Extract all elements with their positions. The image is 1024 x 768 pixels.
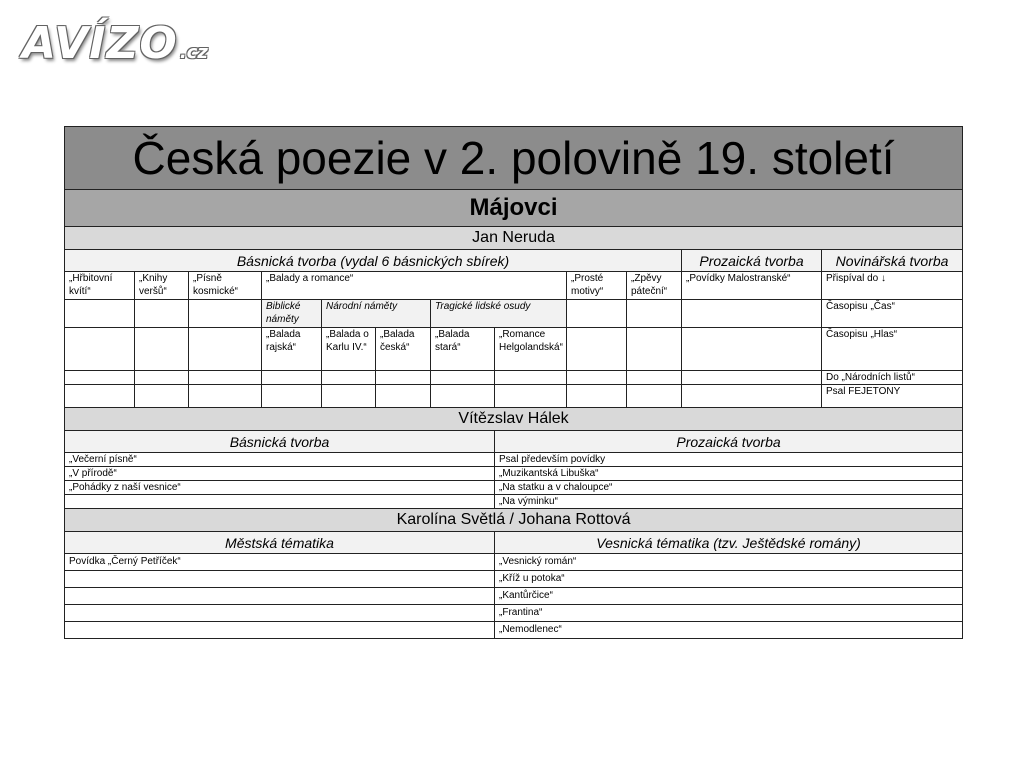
empty-cell xyxy=(135,328,189,371)
ballad-rajska: „Balada rajská“ xyxy=(262,328,322,371)
empty-cell xyxy=(135,371,189,385)
svetla-mestska-4 xyxy=(65,622,495,639)
svetla-mestska-3 xyxy=(65,605,495,622)
neruda-prozaicka-heading: Prozaická tvorba xyxy=(682,250,822,272)
empty-cell xyxy=(376,371,431,385)
svetla-mestska-1 xyxy=(65,571,495,588)
empty-cell xyxy=(376,385,431,408)
work-zpevy: „Zpěvy páteční“ xyxy=(627,272,682,300)
author-svetla: Karolína Světlá / Johana Rottová xyxy=(65,509,963,532)
work-proste: „Prosté motivy“ xyxy=(567,272,627,300)
empty-cell xyxy=(567,385,627,408)
halek-basnicka-heading: Básnická tvorba xyxy=(65,431,495,453)
empty-cell xyxy=(262,371,322,385)
neruda-novinarska-heading: Novinářská tvorba xyxy=(822,250,963,272)
halek-prozaicka-heading: Prozaická tvorba xyxy=(495,431,963,453)
empty-cell xyxy=(627,300,682,328)
empty-cell xyxy=(567,300,627,328)
empty-cell xyxy=(65,300,135,328)
empty-cell xyxy=(627,328,682,371)
svetla-mestska-2 xyxy=(65,588,495,605)
empty-cell xyxy=(65,328,135,371)
ballad-karlu: „Balada o Karlu IV.“ xyxy=(322,328,376,371)
empty-cell xyxy=(682,300,822,328)
avizo-logo xyxy=(22,14,208,69)
empty-cell xyxy=(682,328,822,371)
svetla-mestska-heading: Městská tématika xyxy=(65,532,495,554)
subcat-tragicke: Tragické lidské osudy xyxy=(431,300,567,328)
svetla-vesnicka-heading: Vesnická tématika (tzv. Ještědské romány) xyxy=(495,532,963,554)
work-povidky: „Povídky Malostranské“ xyxy=(682,272,822,300)
empty-cell xyxy=(135,385,189,408)
work-knihy: „Knihy veršů“ xyxy=(135,272,189,300)
svetla-vesnicka-0: „Vesnický román“ xyxy=(495,554,963,571)
svetla-vesnicka-2: „Kantůrčice“ xyxy=(495,588,963,605)
empty-cell xyxy=(322,385,376,408)
empty-cell xyxy=(189,385,262,408)
work-hrbitovni: „Hřbitovní kvítí“ xyxy=(65,272,135,300)
logo-suffix: .cz xyxy=(179,42,208,63)
empty-cell xyxy=(682,371,822,385)
empty-cell xyxy=(431,371,495,385)
work-pisne: „Písně kosmické“ xyxy=(189,272,262,300)
journal-3: Do „Národních listů“ xyxy=(822,371,963,385)
halek-prozaicka-3: „Na výminku“ xyxy=(495,495,963,509)
group-heading: Májovci xyxy=(65,190,963,227)
ballad-helgoland: „Romance Helgolandská“ xyxy=(495,328,567,371)
author-neruda: Jan Neruda xyxy=(65,227,963,250)
empty-cell xyxy=(189,328,262,371)
author-halek: Vítězslav Hálek xyxy=(65,408,963,431)
halek-basnicka-2: „Pohádky z naší vesnice“ xyxy=(65,481,495,495)
svetla-vesnicka-3: „Frantina“ xyxy=(495,605,963,622)
neruda-basnicka-heading: Básnická tvorba (vydal 6 básnických sbírek) xyxy=(65,250,682,272)
empty-cell xyxy=(189,371,262,385)
journal-0: Přispíval do ↓ xyxy=(822,272,963,300)
halek-basnicka-0: „Večerní písně“ xyxy=(65,453,495,467)
halek-basnicka-3 xyxy=(65,495,495,509)
journal-2: Časopisu „Hlas“ xyxy=(822,328,963,371)
empty-cell xyxy=(567,328,627,371)
halek-prozaicka-1: „Muzikantská Libuška“ xyxy=(495,467,963,481)
empty-cell xyxy=(682,385,822,408)
empty-cell xyxy=(135,300,189,328)
halek-prozaicka-0: Psal především povídky xyxy=(495,453,963,467)
empty-cell xyxy=(262,385,322,408)
subcat-biblicke: Biblické náměty xyxy=(262,300,322,328)
page-title: Česká poezie v 2. polovině 19. století xyxy=(65,127,963,190)
journal-4: Psal FEJETONY xyxy=(822,385,963,408)
empty-cell xyxy=(495,385,567,408)
subcat-narodni: Národní náměty xyxy=(322,300,431,328)
logo-text: AVÍZO xyxy=(22,18,178,69)
svetla-vesnicka-1: „Kříž u potoka“ xyxy=(495,571,963,588)
halek-basnicka-1: „V přírodě“ xyxy=(65,467,495,481)
ballad-stara: „Balada stará“ xyxy=(431,328,495,371)
svetla-mestska-0: Povídka „Černý Petříček“ xyxy=(65,554,495,571)
empty-cell xyxy=(189,300,262,328)
empty-cell xyxy=(627,385,682,408)
empty-cell xyxy=(65,371,135,385)
halek-prozaicka-2: „Na statku a v chaloupce“ xyxy=(495,481,963,495)
empty-cell xyxy=(65,385,135,408)
svetla-vesnicka-4: „Nemodlenec“ xyxy=(495,622,963,639)
empty-cell xyxy=(322,371,376,385)
empty-cell xyxy=(495,371,567,385)
empty-cell xyxy=(431,385,495,408)
work-balady: „Balady a romance“ xyxy=(262,272,567,300)
poetry-table xyxy=(64,126,963,639)
ballad-ceska: „Balada česká“ xyxy=(376,328,431,371)
empty-cell xyxy=(627,371,682,385)
empty-cell xyxy=(567,371,627,385)
journal-1: Časopisu „Čas“ xyxy=(822,300,963,328)
